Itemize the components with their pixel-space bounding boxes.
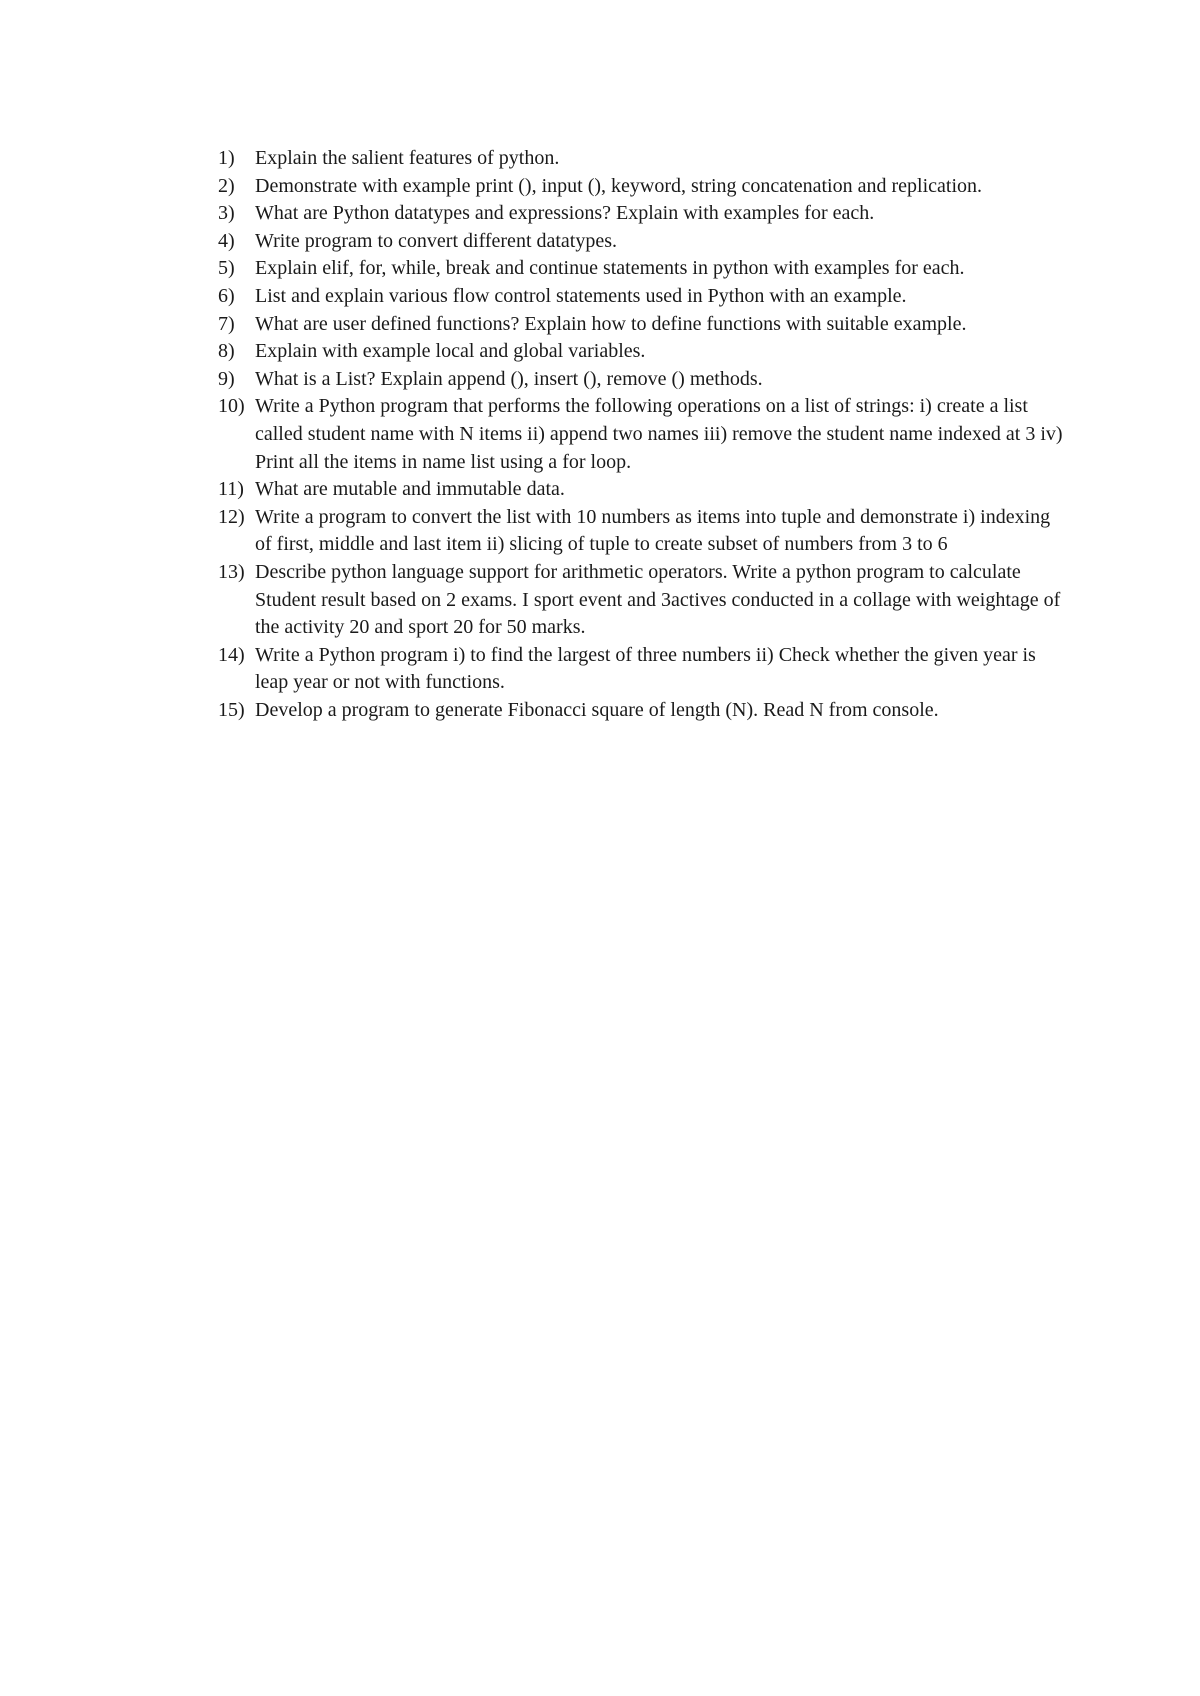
question-number: 7) bbox=[218, 312, 235, 335]
question-number: 9) bbox=[218, 367, 235, 390]
question-text: Explain with example local and global variables. bbox=[255, 340, 646, 363]
question-item bbox=[218, 255, 1070, 283]
question-number: 2) bbox=[218, 174, 235, 197]
question-item bbox=[218, 366, 1070, 394]
question-number: 3) bbox=[218, 202, 235, 225]
question-text: Describe python language support for arithmetic operators. Write a python program to calculate Student result based on 2 exams. I sport event and 3actives conducted in a collage with weightage of the activity 20 and sport 20 for 50 marks. bbox=[255, 560, 1061, 639]
question-text: List and explain various flow control statements used in Python with an example. bbox=[255, 284, 907, 307]
question-text: Demonstrate with example print (), input (), keyword, string concatenation and replication. bbox=[255, 174, 983, 197]
question-number: 10) bbox=[218, 395, 245, 418]
question-text: Write a Python program that performs the following operations on a list of strings: i) create a list called student name with N items ii) append two names iii) remove the student name indexed at 3 iv) Print all the items in name list using a for loop. bbox=[255, 395, 1063, 473]
question-text: Explain elif, for, while, break and continue statements in python with examples for each. bbox=[255, 257, 965, 280]
question-number: 12) bbox=[218, 505, 245, 528]
question-item bbox=[218, 173, 1070, 201]
question-item bbox=[218, 228, 1070, 256]
question-item bbox=[218, 338, 1070, 366]
question-text: Write a program to convert the list with 10 numbers as items into tuple and demonstrate i) indexing of first, middle and last item ii) slicing of tuple to create subset of numbers from 3 to 6 bbox=[255, 505, 1051, 556]
question-item bbox=[218, 283, 1070, 311]
question-item bbox=[218, 476, 1070, 504]
question-text: What are mutable and immutable data. bbox=[255, 478, 565, 501]
question-number: 11) bbox=[218, 478, 244, 501]
question-item bbox=[218, 311, 1070, 339]
question-number: 1) bbox=[218, 147, 235, 169]
question-item bbox=[218, 145, 1070, 173]
question-number: 14) bbox=[218, 643, 245, 666]
question-item bbox=[218, 393, 1070, 476]
question-text: Explain the salient features of python. bbox=[255, 147, 560, 169]
question-item bbox=[218, 504, 1070, 559]
question-number: 6) bbox=[218, 284, 235, 307]
question-number: 15) bbox=[218, 698, 245, 721]
question-text: What are user defined functions? Explain how to define functions with suitable example. bbox=[255, 312, 967, 335]
question-item bbox=[218, 559, 1070, 642]
question-text: What is a List? Explain append (), insert (), remove () methods. bbox=[255, 367, 763, 390]
question-item bbox=[218, 642, 1070, 697]
question-item bbox=[218, 697, 1070, 725]
question-text: Write program to convert different datatypes. bbox=[255, 229, 618, 252]
question-number: 13) bbox=[218, 560, 245, 583]
question-number: 8) bbox=[218, 340, 235, 363]
question-number: 5) bbox=[218, 257, 235, 280]
question-list bbox=[218, 145, 1070, 724]
question-number: 4) bbox=[218, 229, 235, 252]
question-text: What are Python datatypes and expressions? Explain with examples for each. bbox=[255, 202, 875, 225]
question-item bbox=[218, 200, 1070, 228]
question-text: Develop a program to generate Fibonacci square of length (N). Read N from console. bbox=[255, 698, 939, 721]
question-text: Write a Python program i) to find the largest of three numbers ii) Check whether the given year is leap year or not with functions. bbox=[255, 643, 1036, 694]
